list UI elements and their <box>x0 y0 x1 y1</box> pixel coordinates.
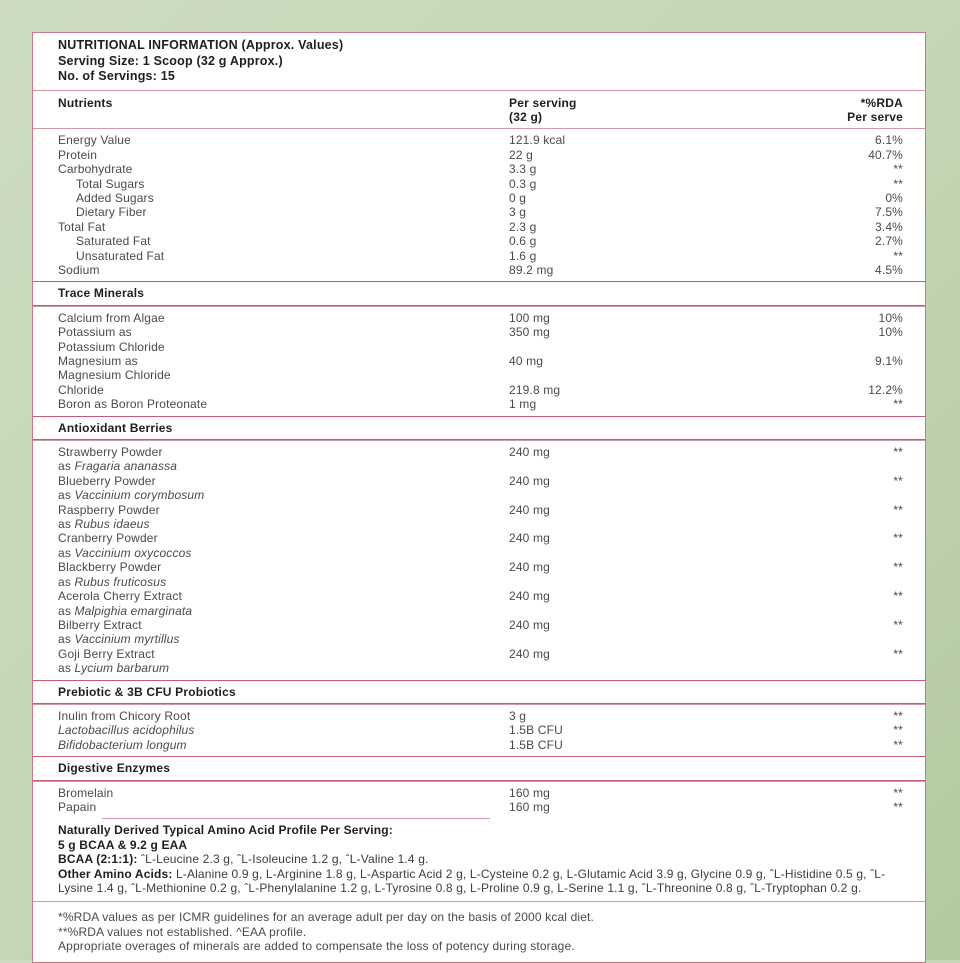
nutrient-value: 0.6 g <box>509 234 537 249</box>
nutrient-rda: ** <box>893 708 903 723</box>
subname-prefix: as <box>58 603 75 618</box>
nutrient-name-text: Goji Berry Extract <box>58 646 155 661</box>
subname-prefix: as <box>58 574 75 589</box>
table-row <box>58 397 903 411</box>
nutrient-subname <box>58 517 509 531</box>
serving-size: Serving Size: 1 Scoop (32 g Approx.) <box>58 53 283 68</box>
subname-text: Fragaria ananassa <box>74 459 178 474</box>
subname-prefix: as <box>58 545 75 560</box>
bcaa-values: ˆL-Leucine 2.3 g, ˆL-Isoleucine 1.2 g, ˆL-Valine 1.4 g. <box>137 852 429 867</box>
subname-prefix: as <box>58 632 75 647</box>
nutrient-name-text: Total Fat <box>58 219 106 234</box>
nutrient-name <box>58 311 509 325</box>
nutrient-rda: 4.5% <box>875 262 903 277</box>
nutrient-value: 240 mg <box>509 445 550 460</box>
amino-title: Naturally Derived Typical Amino Acid Profile Per Serving: <box>58 823 393 838</box>
nutrient-name-text: Sodium <box>58 262 100 277</box>
subname-text: Vaccinium myrtillus <box>74 632 180 647</box>
nutrient-value: 40 mg <box>509 354 544 368</box>
subname-prefix: as <box>58 488 75 503</box>
table-row <box>58 191 903 205</box>
column-header-nutrients: Nutrients <box>58 95 113 110</box>
nutrient-name <box>58 397 509 411</box>
table-row <box>58 354 903 383</box>
nutrient-rda: ** <box>893 473 903 488</box>
nutrient-name-text: Inulin from Chicory Root <box>58 708 191 723</box>
table-row <box>58 205 903 219</box>
section-body-prebiotic-probiotics <box>33 704 925 756</box>
subname-text: Rubus idaeus <box>74 517 150 532</box>
label-title: NUTRITIONAL INFORMATION (Approx. Values) <box>58 38 344 52</box>
column-header-row <box>33 90 925 129</box>
amino-acid-profile <box>33 818 925 901</box>
nutrient-value: 219.8 mg <box>509 382 561 397</box>
nutrient-name-text: Protein <box>58 147 98 162</box>
nutrient-rda: 3.4% <box>875 219 903 234</box>
nutrient-value: 89.2 mg <box>509 262 554 277</box>
nutrient-name-text: Carbohydrate <box>58 162 133 177</box>
nutrient-name <box>58 191 509 205</box>
nutrient-name-text: Potassium as <box>58 325 132 340</box>
nutrient-subname <box>58 368 509 382</box>
nutrient-rda: 0% <box>885 190 903 205</box>
nutrient-rda: ** <box>893 785 903 800</box>
nutrient-name <box>58 133 509 147</box>
footnotes <box>33 901 925 961</box>
nutrient-name-text: Lactobacillus acidophilus <box>58 723 195 738</box>
subname-text: Vaccinium corymbosum <box>74 488 205 503</box>
footnote-overages: Appropriate overages of minerals are added to compensate the loss of potency during storage. <box>58 939 575 954</box>
nutrition-label <box>32 32 926 963</box>
nutrient-subname <box>58 546 509 560</box>
nutrient-rda: ** <box>893 589 903 604</box>
table-row <box>58 263 903 277</box>
nutrient-subname <box>58 632 509 646</box>
nutrient-name <box>58 531 509 560</box>
nutrient-rda: 9.1% <box>875 354 903 368</box>
nutrient-name <box>58 263 509 277</box>
footnote-not-established: **%RDA values not established. ^EAA profile. <box>58 924 307 939</box>
section-body-trace-minerals <box>33 306 925 416</box>
nutrient-name-text: Blackberry Powder <box>58 560 162 575</box>
other-amino-label: Other Amino Acids: <box>58 866 173 881</box>
nutrient-rda: ** <box>893 723 903 738</box>
nutrient-name <box>58 589 509 618</box>
nutrient-value: 22 g <box>509 147 533 162</box>
nutrient-rda: ** <box>893 531 903 546</box>
table-row <box>58 738 903 752</box>
nutrient-rda: ** <box>893 445 903 460</box>
nutrient-name-text: Calcium from Algae <box>58 310 165 325</box>
nutrient-name-text: Boron as Boron Proteonate <box>58 397 208 412</box>
nutrient-name-text: Acerola Cherry Extract <box>58 589 183 604</box>
nutrient-value: 240 mg <box>509 531 550 546</box>
table-row <box>58 445 903 474</box>
column-header-per-serving: Per serving (32 g) <box>509 95 577 124</box>
nutrient-value: 1 mg <box>509 397 537 412</box>
label-title-block <box>33 33 925 90</box>
table-row <box>58 560 903 589</box>
nutrient-name-text: Blueberry Powder <box>58 473 156 488</box>
nutrient-name <box>58 474 509 503</box>
nutrient-name-text: Dietary Fiber <box>76 205 147 220</box>
subname-text: Magnesium Chloride <box>58 368 171 383</box>
nutrient-value: 1.5B CFU <box>509 737 563 752</box>
section-header-prebiotic-3b-cfu-probiotics: Prebiotic & 3B CFU Probiotics <box>33 680 925 704</box>
subname-text: Vaccinium oxycoccos <box>74 545 192 560</box>
nutrient-rda: 12.2% <box>868 382 903 397</box>
subname-text: Rubus fruticosus <box>74 574 167 589</box>
nutrient-name <box>58 354 509 383</box>
nutrient-name <box>58 162 509 176</box>
table-row <box>58 531 903 560</box>
nutrient-value: 3.3 g <box>509 162 537 177</box>
nutrient-name-text: Saturated Fat <box>76 234 151 249</box>
partial-divider <box>102 818 490 819</box>
nutrient-value: 240 mg <box>509 560 550 575</box>
nutrient-name <box>58 647 509 676</box>
table-row <box>58 148 903 162</box>
table-row <box>58 162 903 176</box>
nutrient-rda: ** <box>893 162 903 177</box>
amino-subtitle: 5 g BCAA & 9.2 g EAA <box>58 837 188 852</box>
nutrient-rda: ** <box>893 737 903 752</box>
nutrient-name <box>58 177 509 191</box>
other-amino-line <box>58 867 903 896</box>
section-body-digestive-enzymes <box>33 781 925 819</box>
table-row <box>58 647 903 676</box>
nutrient-name <box>58 503 509 532</box>
bcaa-line <box>58 852 903 866</box>
nutrient-value: 100 mg <box>509 310 550 325</box>
table-row <box>58 723 903 737</box>
nutrient-subname <box>58 575 509 589</box>
table-sections <box>33 128 925 818</box>
nutrient-subname <box>58 661 509 675</box>
nutrient-value: 3 g <box>509 708 527 723</box>
nutrient-value: 240 mg <box>509 646 550 661</box>
nutrient-value: 0 g <box>509 190 527 205</box>
table-row <box>58 589 903 618</box>
nutrient-name <box>58 723 509 737</box>
section-body-macronutrients <box>33 128 925 281</box>
nutrient-name <box>58 738 509 752</box>
section-header-trace-minerals: Trace Minerals <box>33 281 925 305</box>
table-row <box>58 786 903 800</box>
nutrient-name <box>58 205 509 219</box>
nutrient-name <box>58 445 509 474</box>
nutrient-name <box>58 325 509 354</box>
nutrient-name-text: Strawberry Powder <box>58 445 163 460</box>
nutrient-name <box>58 709 509 723</box>
nutrient-value: 160 mg <box>509 785 550 800</box>
nutrient-subname <box>58 340 509 354</box>
table-row <box>58 177 903 191</box>
table-row <box>58 220 903 234</box>
nutrient-name <box>58 560 509 589</box>
footnote-rda: *%RDA values as per ICMR guidelines for an average adult per day on the basis of 2000 kcal diet. <box>58 910 595 925</box>
table-row <box>58 709 903 723</box>
table-row <box>58 800 903 814</box>
bcaa-label: BCAA (2:1:1): <box>58 852 138 867</box>
nutrient-value: 1.6 g <box>509 248 537 263</box>
nutrient-subname <box>58 488 509 502</box>
subname-text: Lycium barbarum <box>74 661 170 676</box>
nutrient-name-text: Bilberry Extract <box>58 617 142 632</box>
nutrient-name-text: Bromelain <box>58 785 114 800</box>
nutrient-value: 2.3 g <box>509 219 537 234</box>
nutrient-rda: ** <box>893 617 903 632</box>
nutrient-name <box>58 220 509 234</box>
nutrient-name <box>58 249 509 263</box>
nutrient-value: 3 g <box>509 205 527 220</box>
nutrient-name <box>58 234 509 248</box>
nutrient-value: 1.5B CFU <box>509 723 563 738</box>
subname-prefix: as <box>58 661 75 676</box>
nutrient-rda: ** <box>893 176 903 191</box>
table-row <box>58 503 903 532</box>
table-row <box>58 474 903 503</box>
table-row <box>58 311 903 325</box>
nutrient-subname <box>58 604 509 618</box>
nutrient-name-text: Energy Value <box>58 133 131 148</box>
subname-prefix: as <box>58 459 75 474</box>
nutrient-name <box>58 383 509 397</box>
nutrient-rda: 6.1% <box>875 133 903 148</box>
nutrient-rda: 10% <box>878 325 903 340</box>
nutrient-name-text: Total Sugars <box>76 176 145 191</box>
column-header-rda: *%RDA Per serve <box>847 95 903 124</box>
nutrient-rda: ** <box>893 799 903 814</box>
table-row <box>58 383 903 397</box>
nutrient-name-text: Added Sugars <box>76 190 154 205</box>
nutrient-rda: ** <box>893 502 903 517</box>
nutrient-value: 160 mg <box>509 799 550 814</box>
nutrient-value: 121.9 kcal <box>509 133 566 148</box>
nutrient-rda: 10% <box>878 310 903 325</box>
nutrient-name-text: Raspberry Powder <box>58 502 160 517</box>
nutrient-name-text: Magnesium as <box>58 354 138 368</box>
table-row <box>58 249 903 263</box>
nutrient-name-text: Chloride <box>58 382 104 397</box>
servings-count: No. of Servings: 15 <box>58 69 176 83</box>
nutrient-name <box>58 786 509 800</box>
nutrient-value: 240 mg <box>509 502 550 517</box>
nutrient-name-text: Papain <box>58 799 97 814</box>
nutrient-rda: ** <box>893 646 903 661</box>
nutrient-name-text: Unsaturated Fat <box>76 248 165 263</box>
nutrient-rda: ** <box>893 248 903 263</box>
nutrient-value: 240 mg <box>509 473 550 488</box>
table-row <box>58 325 903 354</box>
table-row <box>58 133 903 147</box>
section-header-digestive-enzymes: Digestive Enzymes <box>33 756 925 780</box>
other-amino-values: L-Alanine 0.9 g, L-Arginine 1.8 g, L-Aspartic Acid 2 g, L-Cysteine 0.2 g, L-Glutamic Acid 3.9 g, Glycine 0.9 g, ˆL-Histidine 0.5 g, ˆL-Lysine 1.4 g, ˆL-Methionine 0.2 g, ˆL-Phenylalanine 1.2 g, L-Tyrosine 0.8 g, L-Proline 0.9 g, L-Serine 1.1 g, ˆL-Threonine 0.8 g, ˆL-Tryptophan 0.2 g. <box>58 866 886 895</box>
nutrient-rda: 40.7% <box>868 147 903 162</box>
nutrient-name-text: Bifidobacterium longum <box>58 737 187 752</box>
section-body-antioxidant-berries <box>33 440 925 680</box>
nutrient-value: 350 mg <box>509 325 550 340</box>
subname-text: Malpighia emarginata <box>74 603 193 618</box>
nutrient-value: 240 mg <box>509 589 550 604</box>
nutrient-rda: 7.5% <box>875 205 903 220</box>
nutrient-subname <box>58 459 509 473</box>
subname-text: Potassium Chloride <box>58 339 165 354</box>
nutrient-name <box>58 618 509 647</box>
nutrient-value: 0.3 g <box>509 176 537 191</box>
table-row <box>58 234 903 248</box>
nutrient-name <box>58 148 509 162</box>
nutrient-value: 240 mg <box>509 617 550 632</box>
table-row <box>58 618 903 647</box>
nutrient-name <box>58 800 509 814</box>
subname-prefix: as <box>58 517 75 532</box>
nutrient-rda: ** <box>893 560 903 575</box>
nutrient-rda: ** <box>893 397 903 412</box>
section-header-antioxidant-berries: Antioxidant Berries <box>33 416 925 440</box>
nutrient-name-text: Cranberry Powder <box>58 531 158 546</box>
nutrient-rda: 2.7% <box>875 234 903 249</box>
